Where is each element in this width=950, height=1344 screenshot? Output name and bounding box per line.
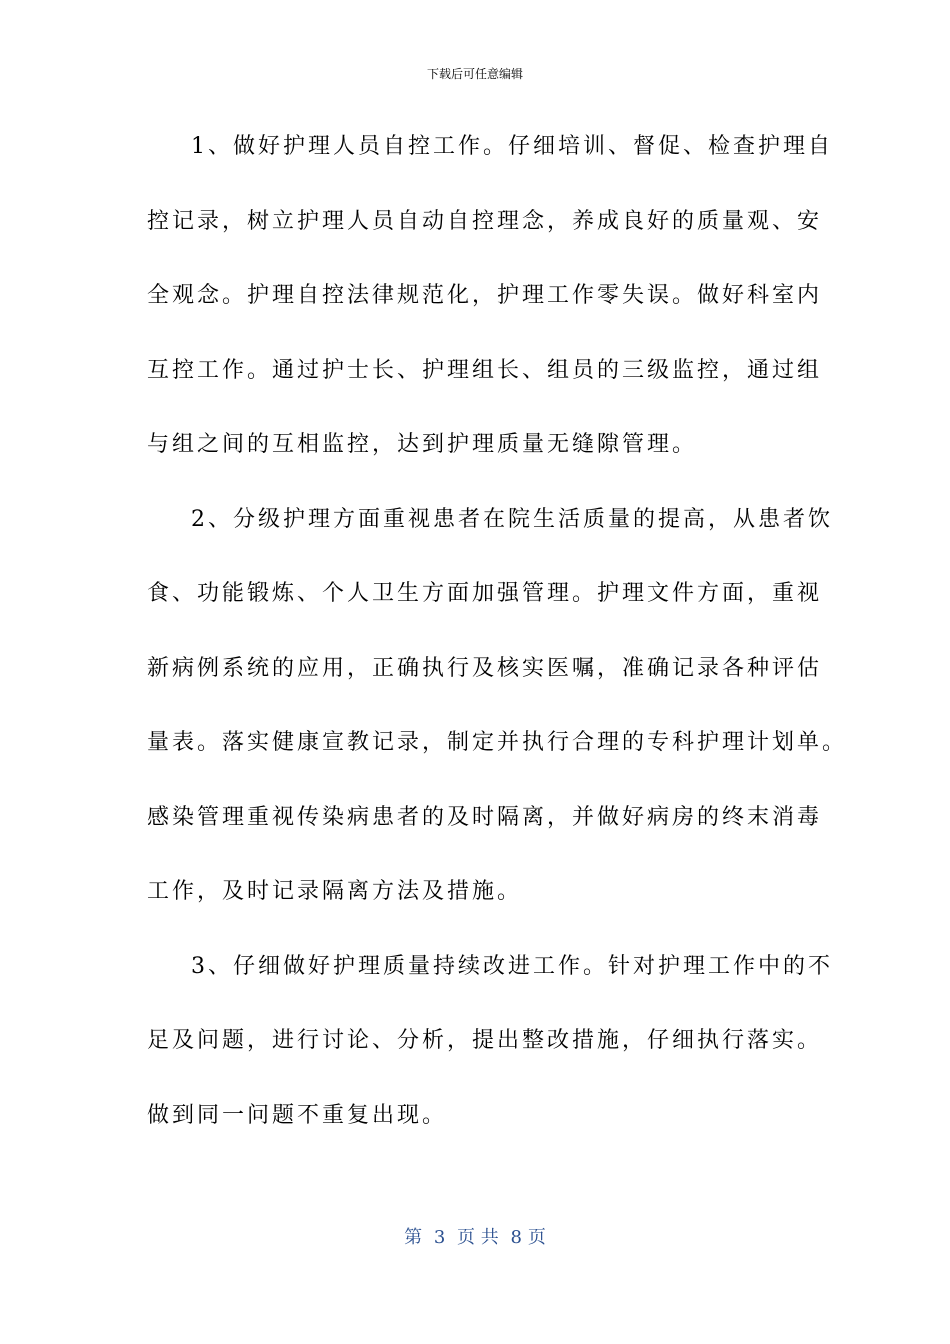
paragraph-3-line-2: 足及问题，进行讨论、分析，提出整改措施，仔细执行落实。 xyxy=(147,1028,823,1053)
page-header xyxy=(0,66,950,82)
document-body xyxy=(147,110,848,1153)
page-number-prefix: 第 xyxy=(404,1227,423,1248)
paragraph-2-line-3: 新病例系统的应用，正确执行及核实医嘱，准确记录各种评估 xyxy=(147,655,823,681)
paragraph-3-line-3: 做到同一问题不重复出现。 xyxy=(147,1102,448,1128)
header-text: 下载后可任意编辑 xyxy=(426,67,523,81)
page-number-middle: 页 共 xyxy=(457,1227,499,1248)
paragraph-1-line-4: 互控工作。通过护士长、护理组长、组员的三级监控，通过组 xyxy=(147,357,823,383)
page-number-total: 8 xyxy=(510,1227,522,1248)
paragraph-1-line-1: 1、做好护理人员自控工作。仔细培训、督促、检查护理自 xyxy=(191,134,833,159)
paragraph-1-line-5: 与组之间的互相监控，达到护理质量无缝隙管理。 xyxy=(147,432,698,457)
paragraph-2-line-6: 工作，及时记录隔离方法及措施。 xyxy=(147,879,523,904)
page-number-suffix: 页 xyxy=(527,1227,546,1248)
paragraph-3-line-1: 3、仔细做好护理质量持续改进工作。针对护理工作中的不 xyxy=(191,953,833,979)
paragraph-1-line-2: 控记录，树立护理人员自动自控理念，养成良好的质量观、安 xyxy=(147,208,823,234)
paragraph-2-line-2: 食、功能锻炼、个人卫生方面加强管理。护理文件方面，重视 xyxy=(147,581,823,606)
page-footer xyxy=(0,1226,950,1250)
paragraph-2-line-5: 感染管理重视传染病患者的及时隔离，并做好病房的终末消毒 xyxy=(147,804,823,830)
page-number-current: 3 xyxy=(433,1227,446,1248)
paragraph-2-line-1: 2、分级护理方面重视患者在院生活质量的提高，从患者饮 xyxy=(191,506,833,532)
paragraph-2-line-4: 量表。落实健康宣教记录，制定并执行合理的专科护理计划单。 xyxy=(147,730,848,755)
paragraph-1-line-3: 全观念。护理自控法律规范化，护理工作零失误。做好科室内 xyxy=(147,283,823,308)
